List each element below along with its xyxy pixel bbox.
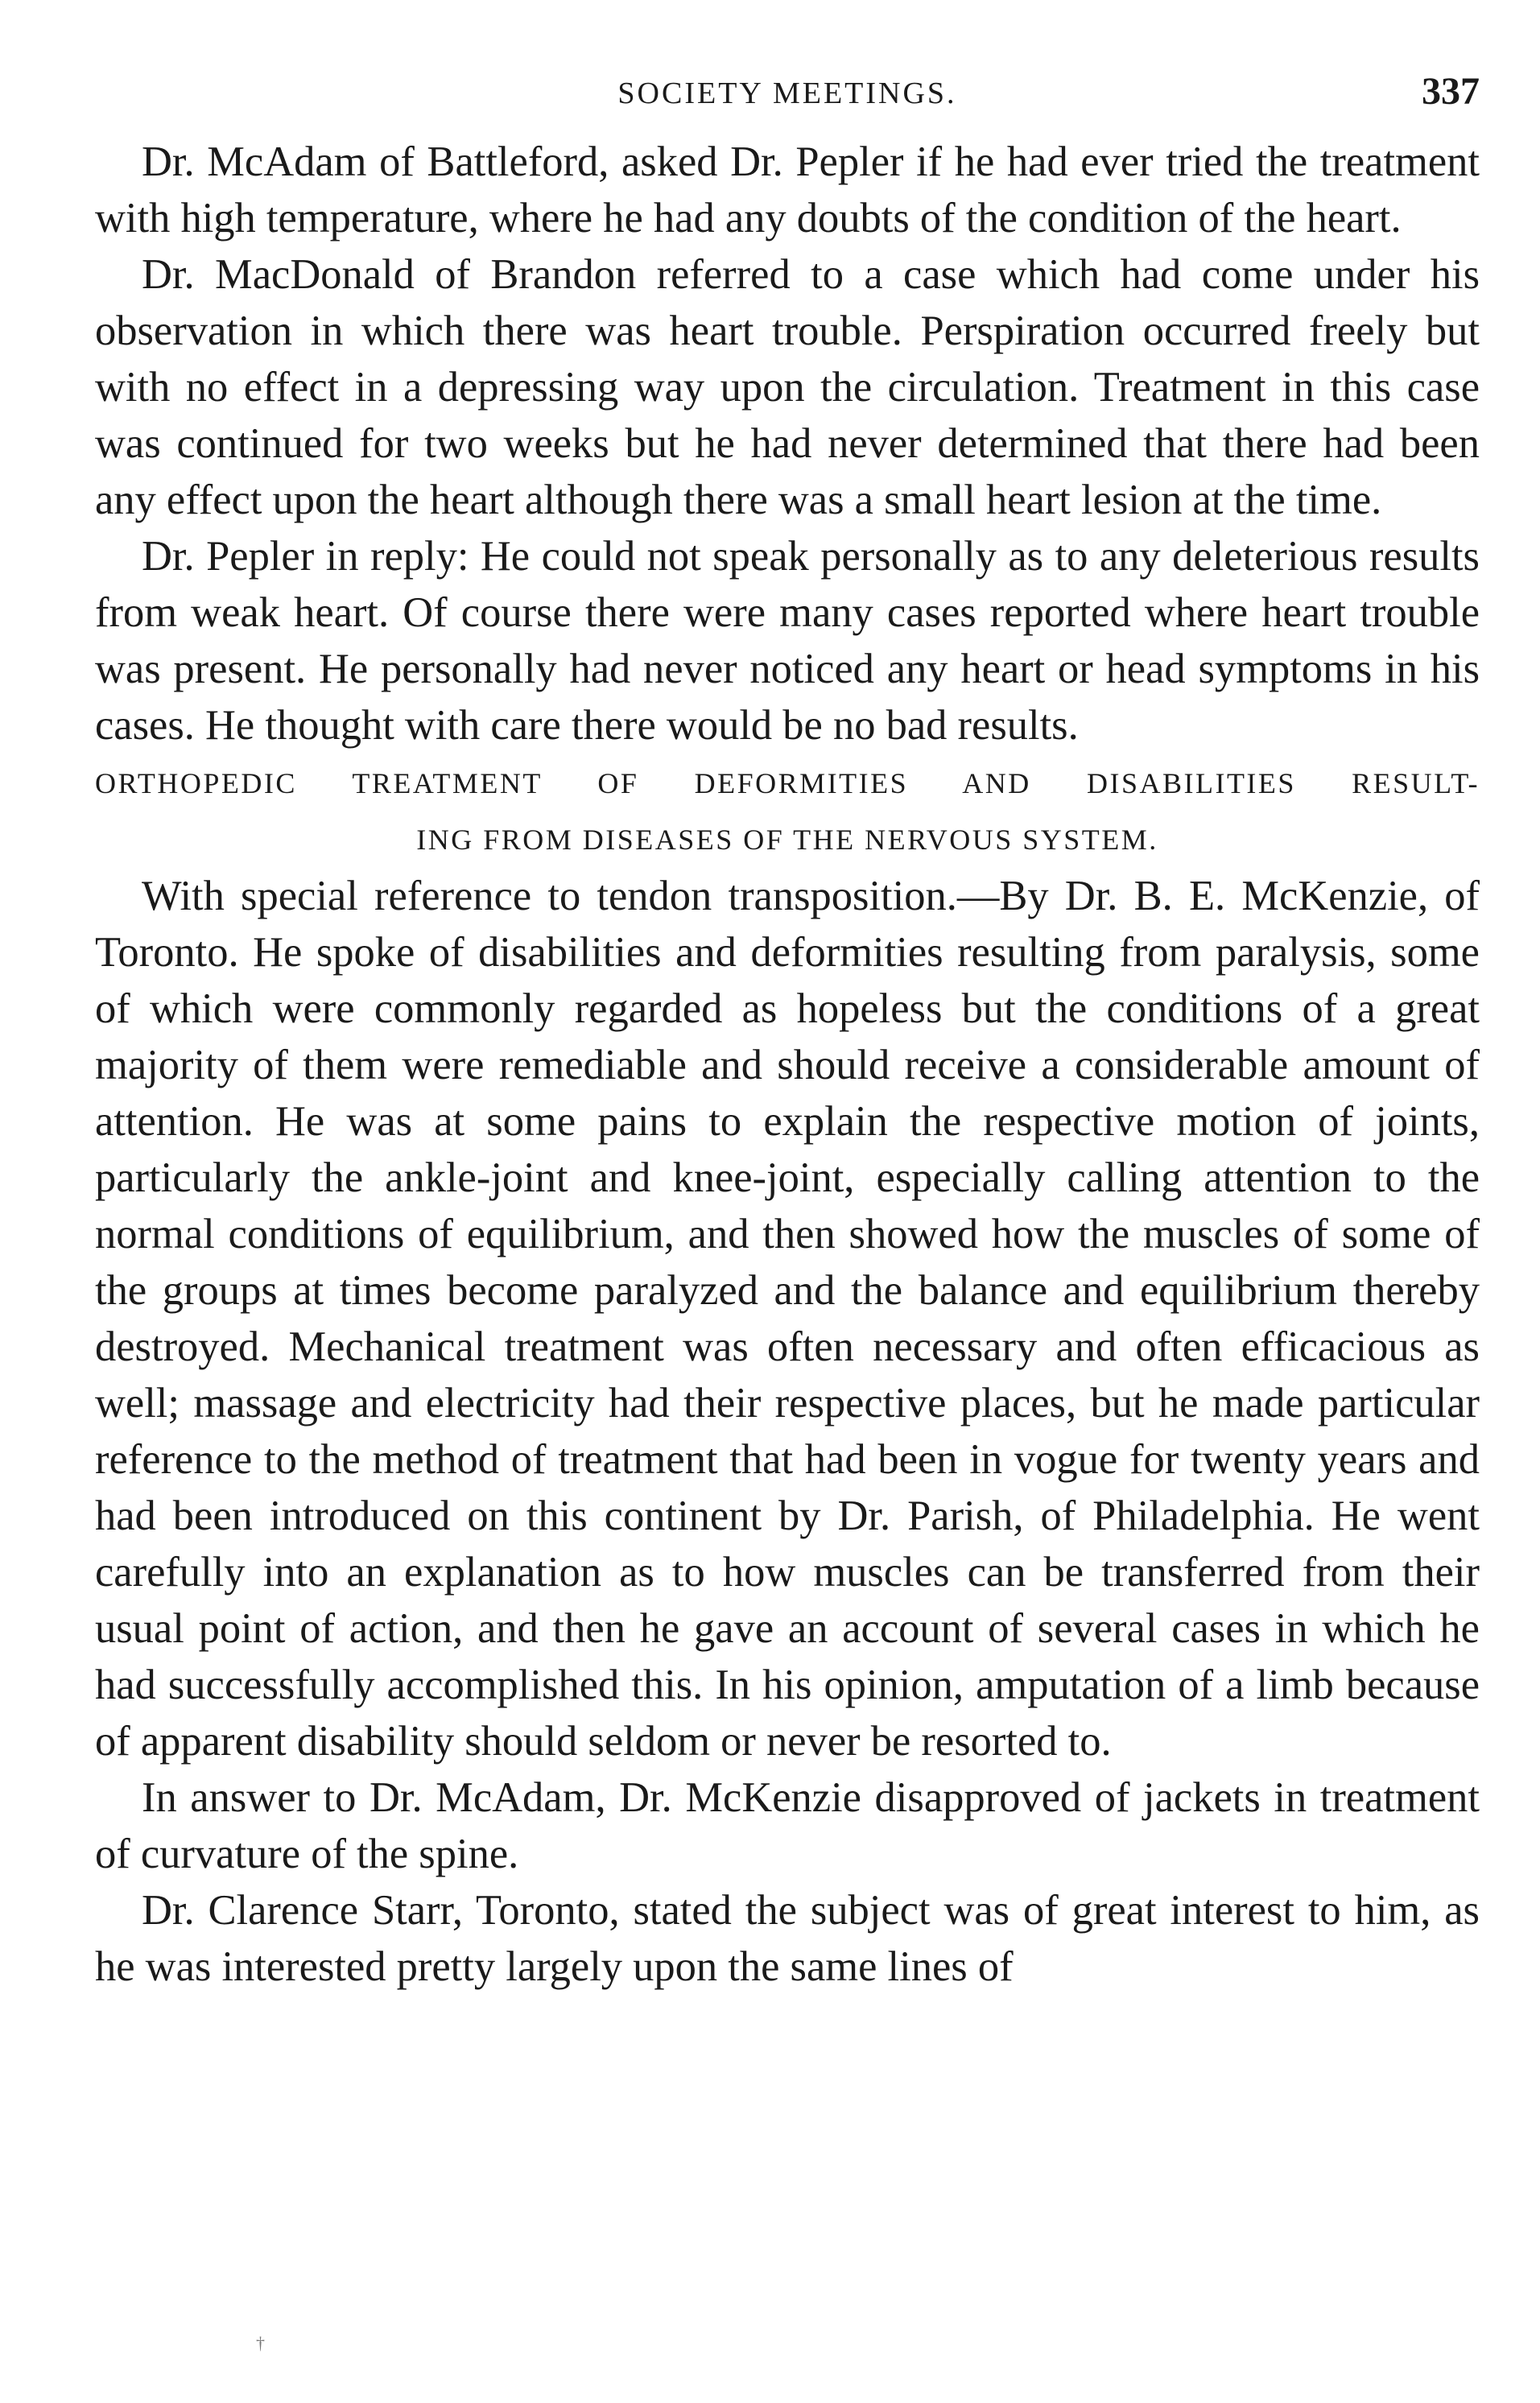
paragraph: Dr. MacDonald of Brandon referred to a case which had come under his observation in which there was heart trouble. Perspiration occurred freely but with no effect in a depressing way upon the circulation. Treatment in this case was continued for two weeks but he had never determined that there had been any effect upon the heart although there was a small heart lesion at the time.	[95, 251, 1480, 523]
running-head: SOCIETY MEETINGS.	[617, 76, 957, 110]
paragraph: In answer to Dr. McAdam, Dr. McKenzie disapproved of jackets in treatment of curvature of the spine.	[95, 1774, 1480, 1877]
paragraph: With special reference to tendon transposition.—By Dr. B. E. McKenzie, of Toronto. He spoke of disabilities and deformities resulting from paralysis, some of which were commonly regarded as hopeless but the conditions of a great majority of them were remediable and should receive a considerable amount of attention. He was at some pains to explain the respective motion of joints, particularly the ankle-joint and knee-joint, especially calling attention to the normal conditions of equilibrium, and then showed how the muscles of some of the groups at times become paralyzed and the balance and equilibrium thereby destroyed. Mechanical treatment was often necessary and often efficacious as well; massage and electricity had their respective places, but he made particular reference to the method of treatment that had been in vogue for twenty years and had been introduced on this continent by Dr. Parish, of Philadelphia. He went carefully into an explanation as to how muscles can be transferred from their usual point of action, and then he gave an account of several cases in which he had successfully accomplished this. In his opinion, amputation of a limb because of apparent disability should seldom or never be resorted to.	[95, 873, 1480, 1765]
paragraph: Dr. McAdam of Battleford, asked Dr. Pepler if he had ever tried the treatment with high temperature, where he had any doubts of the condition of the heart.	[95, 138, 1480, 242]
paragraph: Dr. Clarence Starr, Toronto, stated the subject was of great interest to him, as he was interested pretty largely upon the same lines of	[95, 1887, 1480, 1990]
section-heading-line: ING FROM DISEASES OF THE NERVOUS SYSTEM.	[416, 824, 1158, 856]
section-heading-line: ORTHOPEDIC TREATMENT OF DEFORMITIES AND DISABILITIES RESULT-	[95, 767, 1480, 799]
page-number: 337	[1422, 70, 1480, 113]
printer-mark: †	[256, 2333, 265, 2353]
page-header	[95, 69, 1480, 134]
body-text	[95, 134, 1480, 1995]
section-heading	[95, 755, 1480, 868]
document-page	[95, 69, 1480, 1995]
paragraph: Dr. Pepler in reply: He could not speak personally as to any deleterious results from weak heart. Of course there were many cases reported where heart trouble was present. He personally had never noticed any heart or head symptoms in his cases. He thought with care there would be no bad results.	[95, 533, 1480, 749]
